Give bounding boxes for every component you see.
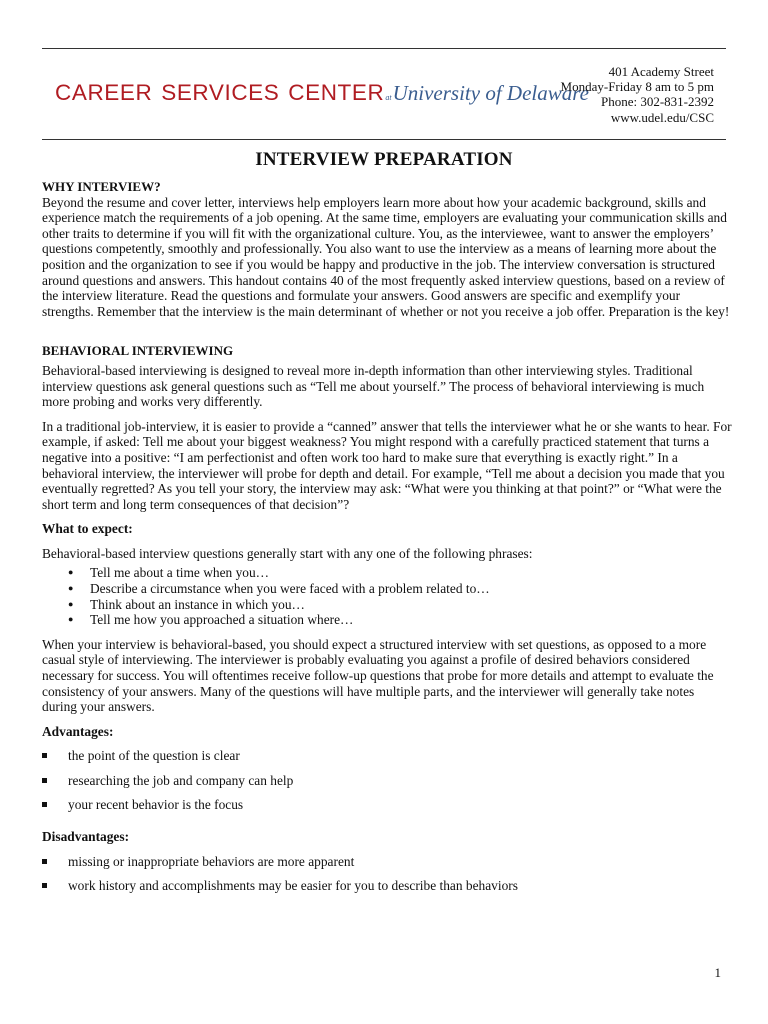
why-interview-heading: WHY INTERVIEW? [42, 179, 161, 194]
square-bullet-icon [42, 753, 47, 758]
square-bullet-icon [42, 802, 47, 807]
list-item: your recent behavior is the focus [42, 797, 732, 813]
document-title: INTERVIEW PREPARATION [255, 149, 513, 170]
brand-university: University of Delaware [392, 81, 589, 105]
bullet-icon: ● [68, 583, 74, 594]
list-item: ● Tell me about a time when you… [68, 565, 270, 581]
behavioral-paragraph-2: In a traditional job-interview, it is easier to provide a “canned” answer that tells the interviewer what he or she wants to hear. For example, if asked: Tell me about your biggest weakness? You might respond with a carefully practiced statement that turns a negative into a positive: “I am perfectionist and often work too hard to make sure that everything is exactly right.” In a behavioral interview, the interviewer will probe for depth and detail. For example, “Tell me about a decision you made that you eventually regretted? As you tell your story, the interview may ask: “What were you thinking at that point?” or “What were the short term and long term consequences of that decision”? [42, 418, 732, 512]
behavioral-paragraph-3: When your interview is behavioral-based, you should expect a structured interview with set questions, as opposed to a more casual style of interviewing. The interviewer is probably evaluating you against a profile of desired behaviors considered necessary for success. You will oftentimes receive follow-up questions that probe for more details and attempt to evaluate the consistency of your answers. Many of the questions will have multiple parts, and the interviewer will generally take notes during your answers. [42, 636, 714, 715]
square-bullet-icon [42, 778, 47, 783]
brand-at: at [385, 93, 392, 102]
disadvantages-list [42, 854, 732, 894]
page-number: 1 [714, 965, 721, 980]
phrase-list [42, 565, 732, 627]
advantages-list [42, 748, 732, 812]
list-item: ● Tell me how you approached a situation where… [68, 612, 354, 628]
disadvantages-heading: Disadvantages: [42, 829, 130, 845]
header-top-rule [42, 48, 726, 49]
behavioral-paragraph-1: Behavioral-based interviewing is designed to reveal more in-depth information than other interviewing styles. Traditional interview questions ask general questions such as “Tell me about yourself.” The process of behavioral interviewing is much more probing and works very differently. [42, 362, 705, 410]
list-item: work history and accomplishments may be easier for you to describe than behaviors [42, 878, 732, 894]
document-body [42, 179, 732, 902]
what-to-expect-intro: Behavioral-based interview questions generally start with any one of the following phrases: [42, 545, 533, 561]
list-item: ● Think about an instance in which you… [68, 596, 305, 612]
square-bullet-icon [42, 859, 47, 864]
why-interview-paragraph: Beyond the resume and cover letter, interviews help employers learn more about how your academic background, skills and experience match the requirements of a job opening. At the same time, employers are evaluating your communication skills and other traits to determine if you will fit with the organizational culture. You, as the interviewee, want to answer the employers’ questions competently, smoothly and professionally. You also want to use the interview as a means of learning more about the position and the organization to see if you would be happy and productive in the job. The interview conversation is structured around questions and answers. This handout contains 40 of the most frequently asked interview questions, based on a review of the interview literature. Read the questions and formulate your answers. Good answers are specific and exemplify your strengths. Remember that the interview is the main determinant of whether or not you receive a job offer. Preparation is the key! [42, 194, 730, 319]
square-bullet-icon [42, 883, 47, 888]
office-hours: Monday-Friday 8 am to 5 pm [560, 79, 714, 95]
behavioral-heading: BEHAVIORAL INTERVIEWING [42, 343, 234, 359]
what-to-expect-heading: What to expect: [42, 521, 133, 537]
bullet-icon: ● [68, 598, 74, 609]
bullet-icon: ● [68, 614, 74, 625]
advantages-heading: Advantages: [42, 723, 114, 739]
list-item: missing or inappropriate behaviors are more apparent [42, 854, 732, 870]
brand-name: CAREER SERVICES CENTER [55, 80, 385, 105]
list-item: the point of the question is clear [42, 748, 732, 764]
contact-block [561, 64, 714, 125]
list-item: ● Describe a circumstance when you were faced with a problem related to… [68, 581, 490, 597]
phone: Phone: 302-831-2392 [600, 94, 714, 110]
bullet-icon: ● [68, 567, 74, 578]
career-services-logo [55, 80, 589, 106]
header-bottom-rule [42, 139, 726, 140]
address: 401 Academy Street [608, 64, 714, 79]
list-item: researching the job and company can help [42, 773, 732, 789]
website: www.udel.edu/CSC [610, 109, 714, 125]
